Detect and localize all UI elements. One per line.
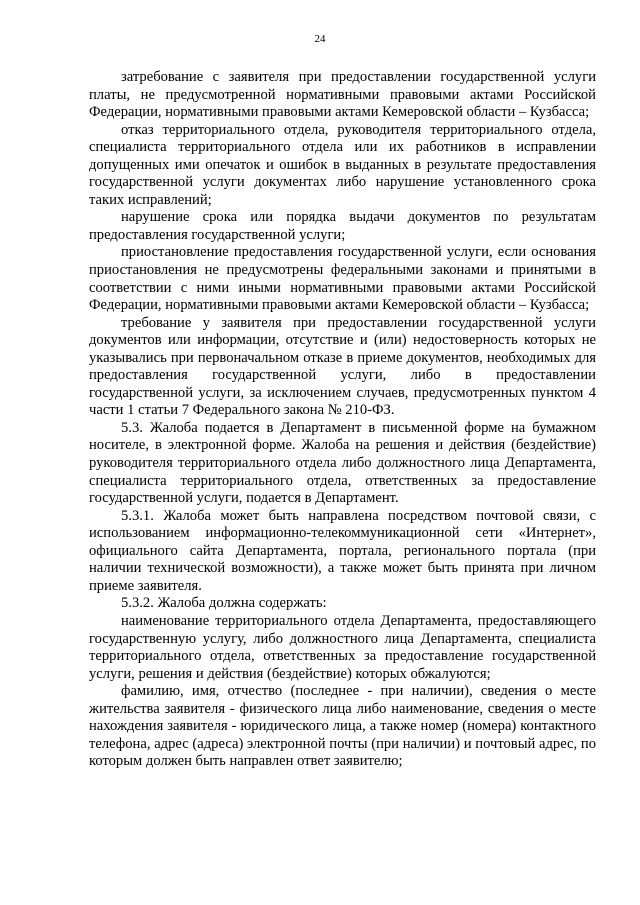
paragraph-applicant-details: фамилию, имя, отчество (последнее - при наличии), сведения о месте жительства заявителя - физического лица либо наименование, сведения о месте нахождения заявителя - юридического лица, а также номер (номера) контактного телефона, адрес (адреса) электронной почты (при наличии) и почтовый адрес, по которым должен быть направлен ответ заявителю; [89,683,596,770]
paragraph-issuance-violation: нарушение срока или порядка выдачи документов по результатам предоставления государственной услуги; [89,209,596,243]
paragraph-fee-demand: затребование с заявителя при предоставлении государственной услуги платы, не предусмотренной нормативными правовыми актами Российской Федерации, нормативными правовыми актами Кемеровской области – Кузбасса; [89,69,596,121]
paragraph-5-3-1: 5.3.1. Жалоба может быть направлена посредством почтовой связи, с использованием информационно-телекоммуникационной сети «Интернет», официального сайта Департамента, портала, регионального портала (при наличии технической возможности), а также может быть принята при личном приеме заявителя. [89,507,596,594]
document-body [89,69,596,771]
paragraph-department-name: наименование территориального отдела Департамента, предоставляющего государственную услугу, либо должностного лица Департамента, специалиста территориального отдела, ответственных за предоставление государственной услуги, решения и действия (бездействие) которых обжалуются; [89,612,596,682]
page-number: 24 [314,33,326,45]
paragraph-5-3: 5.3. Жалоба подается в Департамент в письменной форме на бумажном носителе, в электронной форме. Жалоба на решения и действия (бездействие) руководителя территориального отдела либо должностного лица Департамента, специалиста территориального отдела, ответственных за предоставление государственной услуги, подается в Департамент. [89,419,596,507]
paragraph-5-3-2: 5.3.2. Жалоба должна содержать: [121,595,327,612]
paragraph-document-demand: требование у заявителя при предоставлении государственной услуги документов или информации, отсутствие и (или) недостоверность которых не указывались при первоначальном отказе в приеме документов, необходимых для предоставления государственной услуги, либо в предоставлении государственной услуги, за исключением случаев, предусмотренных пунктом 4 части 1 статьи 7 Федерального закона № 210-ФЗ. [89,314,596,419]
paragraph-suspension: приостановление предоставления государственной услуги, если основания приостановления не предусмотрены федеральными законами и принятыми в соответствии с ними иными нормативными правовыми актами Российской Федерации, нормативными правовыми актами Кемеровской области – Кузбасса; [89,244,596,314]
paragraph-correction-refusal: отказ территориального отдела, руководителя территориального отдела, специалиста территориального отдела или их работников в исправлении допущенных ими опечаток и ошибок в выданных в результате предоставления государственной услуги документах либо нарушение установленного срока таких исправлений; [89,121,596,208]
